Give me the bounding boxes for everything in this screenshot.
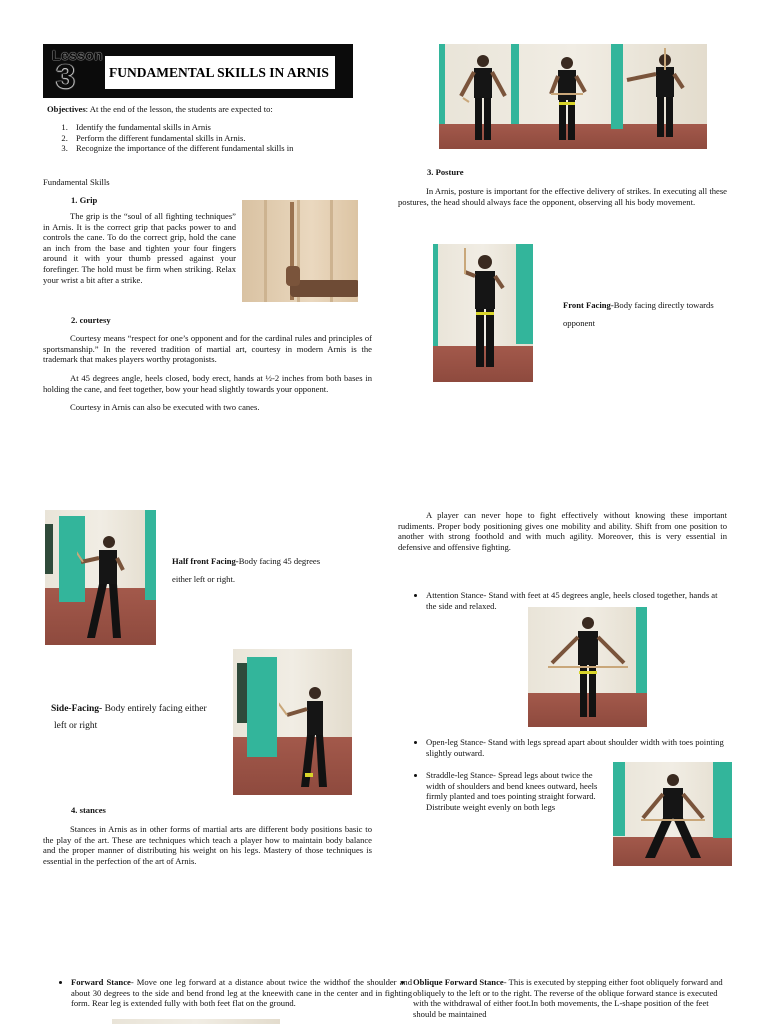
person-figure	[625, 48, 695, 148]
courtesy-p2: At 45 degrees angle, heels closed, body erect, hands at ½-2 inches from both bases in holding the cane, and feet together, bow your head slightly towards your opponent.	[43, 373, 372, 394]
list-item	[71, 977, 412, 1009]
stances-heading: 4. stances	[71, 805, 106, 815]
posture-heading: 3. Posture	[427, 167, 464, 177]
objectives-list	[40, 122, 370, 154]
grip-photo	[242, 200, 358, 302]
list-item	[413, 977, 729, 1019]
forward-stance-text: - Move one leg forward at a distance about twice the widthof the shoulder and about 30 degrees to the side and bend frond leg at the kneewith cane in the center and in fighting form. Rear leg is extended fully with both feet flat on the ground.	[71, 977, 412, 1009]
person-figure	[453, 52, 513, 149]
courtesy-p1: Courtesy means “respect for one’s opponent and for the cardinal rules and principles of sportsmanship.” In the revered tradition of martial art, courtesy in modern Arnis is the trademark that makes players worthy protagonists.	[43, 333, 372, 365]
stances-text: Stances in Arnis as in other forms of martial arts are different body positions basic to the play of the art. These are techniques which teach a player how to maintain body balance and the proper manner of distributing his weight on his legs. Mastery of those techniques is essential in the perfection of the art of Arnis.	[43, 824, 372, 866]
list-item: • Attention Stance- Stand with feet at 45 degrees angle, heels closed together, hands at the side and relaxed.	[426, 590, 728, 611]
half-front-desc-2: either left or right.	[172, 574, 235, 584]
side-facing-photo	[233, 649, 352, 795]
side-facing-desc-2: left or right	[54, 721, 98, 731]
posture-text: In Arnis, posture is important for the effective delivery of strikes. In executing all these postures, the head should always face the opponent, observing all his body movement.	[398, 186, 727, 207]
forward-stance-photo-top	[112, 1019, 280, 1024]
person-figure	[627, 770, 719, 864]
front-facing-desc-2: opponent	[563, 318, 595, 328]
page-title: FUNDAMENTAL SKILLS IN ARNIS	[109, 64, 329, 80]
half-front-facing-photo	[45, 510, 156, 645]
forward-stance-term: Forward Stance	[71, 977, 131, 987]
lesson-label: Lesson	[52, 47, 103, 63]
person-figure	[279, 683, 349, 793]
side-facing-term: Side-Facing-	[51, 704, 103, 714]
fundamental-skills-heading: Fundamental Skills	[43, 177, 110, 187]
front-facing-photo	[433, 244, 533, 382]
straddle-stance-photo	[613, 762, 732, 866]
side-facing-caption	[51, 703, 207, 715]
lesson-number: 3	[56, 58, 75, 96]
forward-stance-bullet	[57, 977, 412, 1009]
title-box	[105, 56, 335, 89]
grip-heading: 1. Grip	[71, 195, 98, 205]
oblique-stance-bullet	[399, 977, 729, 1019]
objective-item: 3. Recognize the importance of the different fundamental skills in	[70, 143, 370, 154]
objective-item: 2. Perform the different fundamental skills in Arnis.	[70, 133, 370, 144]
oblique-stance-term: Oblique Forward Stance	[413, 977, 504, 987]
half-front-term: Half front Facing-	[172, 556, 239, 566]
list-item: • Open-leg Stance- Stand with legs spread apart about shoulder width with toes pointing slightly outward.	[426, 737, 728, 758]
straddle-leg-stance-bullet	[412, 770, 608, 812]
front-facing-term: Front Facing-	[563, 300, 614, 310]
courtesy-photo-strip	[439, 44, 707, 149]
half-front-caption	[172, 556, 320, 567]
attention-stance-photo	[528, 607, 647, 727]
side-facing-desc: Body entirely facing either	[102, 704, 207, 714]
oblique-stance-text: - This is executed by stepping either foot obliquely forward and obliquely to the left or to the right. The reverse of the oblique forward stance is executed with the withdrawal of either foot.In both movements, the L-shape position of the feet should be maintained	[413, 977, 723, 1019]
rudiments-text: A player can never hope to fight effectively without knowing these important rudiments. Proper body positioning gives one mobility and ability. Shift from one position to another with strong foothold and with much agility. Moreover, this is very essential in defensive and offensive fighting.	[398, 510, 727, 552]
objectives-intro	[47, 104, 367, 115]
objective-item: 1. Identify the fundamental skills in Arnis	[70, 122, 370, 133]
front-facing-desc: Body facing directly towards	[613, 300, 714, 310]
front-facing-caption	[563, 300, 714, 311]
person-figure	[537, 54, 597, 149]
courtesy-heading: 2. courtesy	[71, 315, 111, 325]
person-figure	[77, 532, 137, 644]
grip-text: The grip is the “soul of all fighting techniques” in Arnis. It is the correct grip that packs power to and controls the cane. To do the correct grip, hold the cane an inch from the base and tighten your four fingers around it with your thumb pressed against your forefinger. The hold must be firm when striking. Relax your wrist a bit after a strike.	[43, 211, 236, 285]
objectives-label: Objectives	[47, 104, 86, 114]
list-item: • Straddle-leg Stance- Spread legs about twice the width of shoulders and bend knees outward, heels firmly planted and toes pointing straight forward. Distribute weight evenly on both legs	[426, 770, 608, 812]
open-leg-stance-bullet	[412, 737, 728, 758]
objectives-intro-text: : At the end of the lesson, the students are expected to:	[85, 104, 273, 114]
half-front-desc: Body facing 45 degrees	[238, 556, 321, 566]
courtesy-p3: Courtesy in Arnis can also be executed with two canes.	[70, 402, 260, 412]
person-figure	[542, 613, 634, 725]
person-figure	[457, 248, 513, 378]
